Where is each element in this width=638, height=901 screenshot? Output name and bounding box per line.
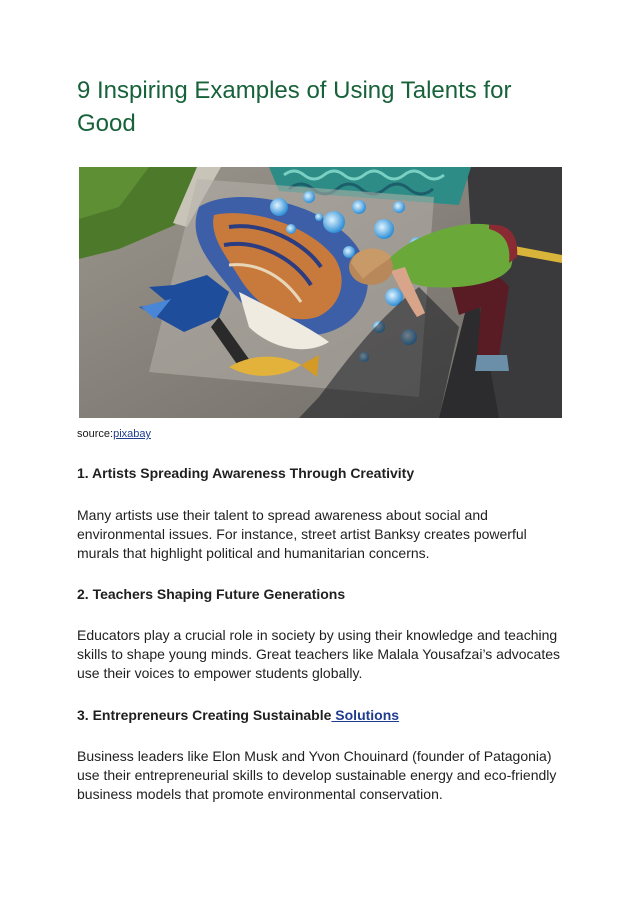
solutions-link[interactable]: Solutions [331, 707, 400, 723]
section-2-body: Educators play a crucial role in society by using their knowledge and teaching skills to shape young minds. Great teachers like Malala Yousafzai’s advocates use their voices to empower students globally. [77, 627, 561, 681]
chalk-art-photo [79, 167, 562, 418]
page-title: 9 Inspiring Examples of Using Talents for Good [77, 77, 512, 137]
section-3-heading [77, 706, 399, 724]
image-source-prefix: source: [77, 428, 114, 440]
section-2-heading: 2. Teachers Shaping Future Generations [77, 586, 346, 602]
section-3-heading-text: 3. Entrepreneurs Creating Sustainable [77, 707, 332, 723]
section-1-heading: 1. Artists Spreading Awareness Through Creativity [77, 465, 415, 481]
pixabay-source-link[interactable]: pixabay [113, 428, 151, 440]
section-1-body: Many artists use their talent to spread awareness about social and environmental issues. For instance, street artist Banksy creates powerful murals that highlight political and humanitarian concerns. [77, 507, 527, 561]
image-source-caption [77, 427, 151, 441]
section-3-body: Business leaders like Elon Musk and Yvon Chouinard (founder of Patagonia) use their entrepreneurial skills to develop sustainable energy and eco-friendly business models that promote environmental conservation. [77, 748, 557, 802]
